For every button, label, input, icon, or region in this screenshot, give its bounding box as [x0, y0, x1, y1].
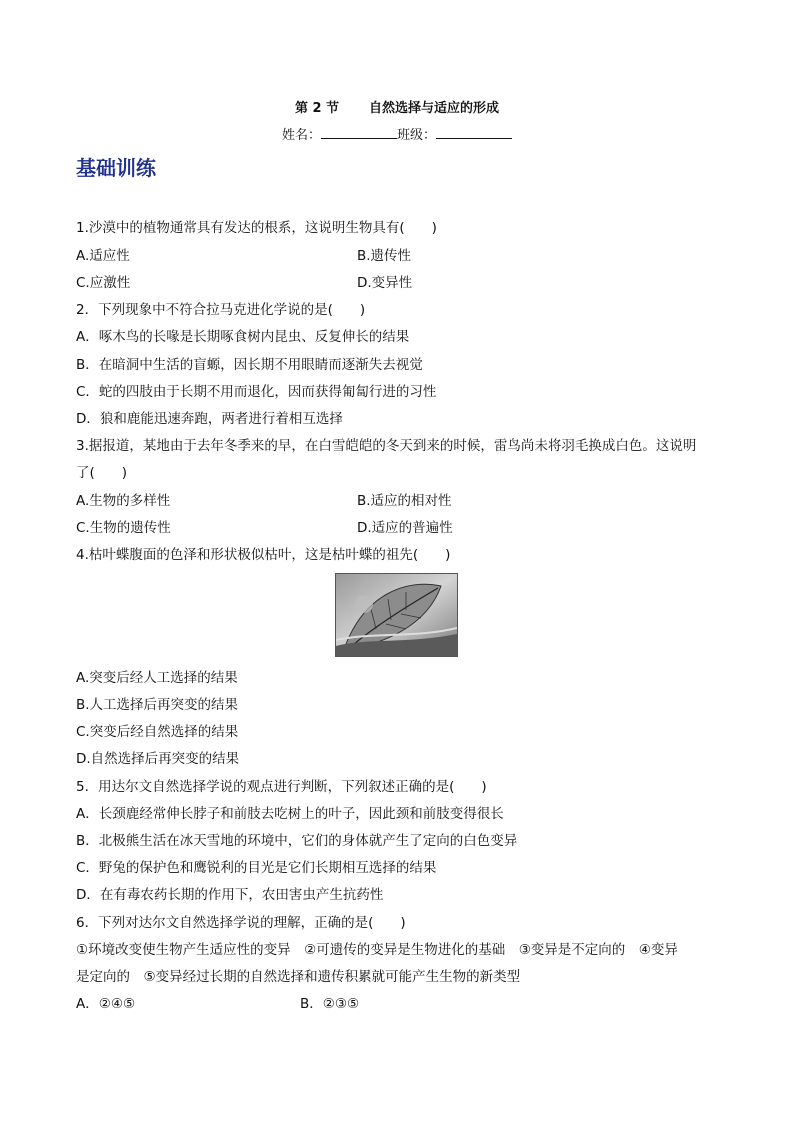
question-3-stem-line2: 了( ) — [76, 465, 128, 481]
question-6-stem: 6．下列对达尔文自然选择学说的理解，正确的是( ) — [76, 915, 406, 931]
name-class-row — [0, 124, 794, 143]
q3-option-a: A.生物的多样性 — [76, 493, 171, 509]
q2-option-a: A．啄木鸟的长喙是长期啄食树内昆虫、反复伸长的结果 — [76, 329, 410, 345]
question-5-stem: 5．用达尔文自然选择学说的观点进行判断，下列叙述正确的是( ) — [76, 779, 487, 795]
section-title: 自然选择与适应的形成 — [369, 101, 500, 116]
question-6-body-line2: 是定向的 ⑤变异经过长期的自然选择和遗传积累就可能产生生物的新类型 — [76, 969, 521, 985]
q6-option-b: B．②③⑤ — [300, 996, 360, 1012]
q4-option-a: A.突变后经人工选择的结果 — [76, 670, 238, 686]
q2-option-d: D．狼和鹿能迅速奔跑，两者进行着相互选择 — [76, 411, 343, 427]
q1-option-d: D.变异性 — [357, 275, 413, 291]
q4-option-b: B.人工选择后再突变的结果 — [76, 697, 239, 713]
name-label: 姓名： — [281, 128, 321, 143]
question-3-stem-line1: 3.据报道，某地由于去年冬季来的早，在白雪皑皑的冬天到来的时候，雷鸟尚未将羽毛换成白色。这说明 — [76, 438, 697, 454]
page-title — [0, 97, 794, 116]
q4-option-d: D.自然选择后再突变的结果 — [76, 751, 240, 767]
q3-option-d: D.适应的普遍性 — [357, 520, 453, 536]
name-blank[interactable] — [321, 126, 397, 139]
question-2-stem: 2．下列现象中不符合拉马克进化学说的是( ) — [76, 302, 366, 318]
q1-option-b: B.遗传性 — [357, 248, 412, 264]
q6-option-a: A．②④⑤ — [76, 996, 136, 1012]
q3-option-b: B.适应的相对性 — [357, 493, 452, 509]
q4-option-c: C.突变后经自然选择的结果 — [76, 724, 239, 740]
q2-option-b: B．在暗洞中生活的盲螈，因长期不用眼睛而逐渐失去视觉 — [76, 357, 423, 373]
question-6-body-line1: ①环境改变使生物产生适应性的变异 ②可遗传的变异是生物进化的基础 ③变异是不定向的 ④变异 — [76, 942, 678, 958]
q3-option-c: C.生物的遗传性 — [76, 520, 171, 536]
section-number: 第 2 节 — [294, 101, 340, 116]
q5-option-c: C．野兔的保护色和鹰锐利的目光是它们长期相互选择的结果 — [76, 860, 437, 876]
butterfly-leaf-illustration — [336, 574, 457, 656]
class-label: 班级： — [397, 128, 437, 143]
dead-leaf-butterfly-image — [335, 573, 458, 657]
q5-option-b: B．北极熊生活在冰天雪地的环境中，它们的身体就产生了定向的白色变异 — [76, 833, 518, 849]
class-blank[interactable] — [436, 126, 512, 139]
question-4-stem: 4.枯叶蝶腹面的色泽和形状极似枯叶，这是枯叶蝶的祖先( ) — [76, 547, 451, 563]
q5-option-d: D．在有毒农药长期的作用下，农田害虫产生抗药性 — [76, 887, 384, 903]
q2-option-c: C．蛇的四肢由于长期不用而退化，因而获得匍匐行进的习性 — [76, 384, 437, 400]
q1-option-c: C.应激性 — [76, 275, 131, 291]
question-1-stem: 1.沙漠中的植物通常具有发达的根系，这说明生物具有( ) — [76, 220, 437, 236]
q5-option-a: A．长颈鹿经常伸长脖子和前肢去吃树上的叶子，因此颈和前肢变得很长 — [76, 806, 504, 822]
section-heading: 基础训练 — [76, 156, 156, 180]
q1-option-a: A.适应性 — [76, 248, 130, 264]
